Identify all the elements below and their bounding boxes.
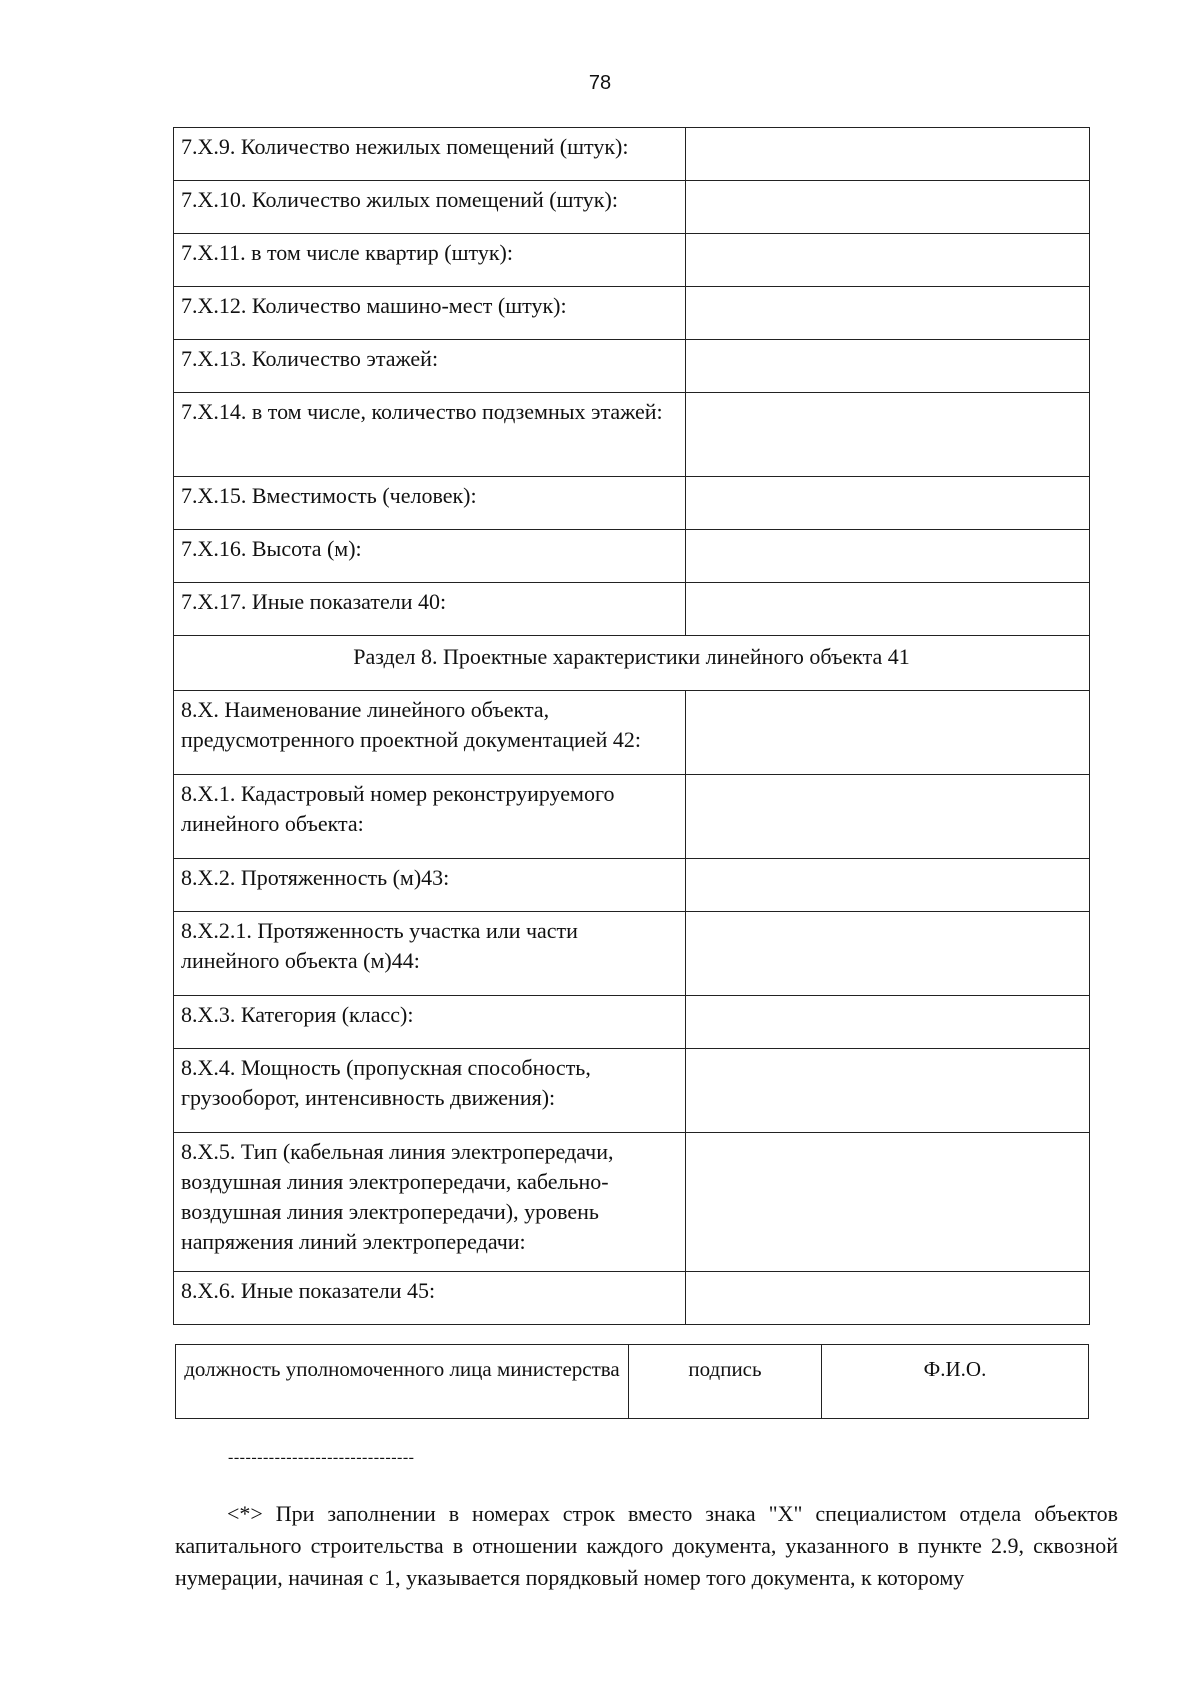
- table-row: [174, 691, 1090, 775]
- row-label: 7.Х.13. Количество этажей:: [174, 340, 686, 393]
- row-label: 8.Х. Наименование линейного объекта, предусмотренного проектной документацией 42:: [174, 691, 686, 775]
- row-value-field[interactable]: [686, 996, 1090, 1049]
- table-row: [174, 1049, 1090, 1133]
- row-value-field[interactable]: [686, 287, 1090, 340]
- row-label: 8.Х.5. Тип (кабельная линия электропередачи, воздушная линия электропередачи, кабельно-воздушная линия электропередачи), уровень напряжения линий электропередачи:: [174, 1133, 686, 1272]
- page-number: 78: [588, 72, 612, 94]
- row-value-field[interactable]: [686, 1049, 1090, 1133]
- table-row: [174, 287, 1090, 340]
- table-row: [174, 859, 1090, 912]
- table-row: [174, 583, 1090, 636]
- table-row: [174, 393, 1090, 477]
- section-8-title: Раздел 8. Проектные характеристики линейного объекта 41: [174, 636, 1090, 691]
- row-value-field[interactable]: [686, 393, 1090, 477]
- table-row: [174, 1133, 1090, 1272]
- row-label: 7.Х.17. Иные показатели 40:: [174, 583, 686, 636]
- row-value-field[interactable]: [686, 775, 1090, 859]
- footnote-separator: --------------------------------: [228, 1449, 415, 1466]
- row-label: 7.Х.9. Количество нежилых помещений (штук):: [174, 128, 686, 181]
- footnote-text: <*> При заполнении в номерах строк вместо знака "Х" специалистом отдела объектов капитального строительства в отношении каждого документа, указанного в пункте 2.9, сквозной нумерации, начиная с 1, указывается порядковый номер того документа, к которому: [175, 1501, 1118, 1590]
- row-label: 7.Х.14. в том числе, количество подземных этажей:: [174, 393, 686, 477]
- row-value-field[interactable]: [686, 128, 1090, 181]
- row-value-field[interactable]: [686, 1272, 1090, 1325]
- table-row: [174, 234, 1090, 287]
- row-label: 7.Х.10. Количество жилых помещений (штук):: [174, 181, 686, 234]
- table-row: [174, 912, 1090, 996]
- row-value-field[interactable]: [686, 234, 1090, 287]
- signature-row: [176, 1345, 1089, 1419]
- row-value-field[interactable]: [686, 530, 1090, 583]
- row-label: 8.Х.3. Категория (класс):: [174, 996, 686, 1049]
- table-row: [174, 775, 1090, 859]
- table-row: [174, 128, 1090, 181]
- table-row: [174, 1272, 1090, 1325]
- table-row: [174, 181, 1090, 234]
- row-label: 8.Х.4. Мощность (пропускная способность, грузооборот, интенсивность движения):: [174, 1049, 686, 1133]
- row-label: 7.Х.11. в том числе квартир (штук):: [174, 234, 686, 287]
- row-label: 7.Х.12. Количество машино-мест (штук):: [174, 287, 686, 340]
- row-label: 8.Х.2.1. Протяженность участка или части линейного объекта (м)44:: [174, 912, 686, 996]
- row-label: 7.Х.16. Высота (м):: [174, 530, 686, 583]
- full-name-label: Ф.И.О.: [822, 1345, 1089, 1419]
- row-value-field[interactable]: [686, 859, 1090, 912]
- row-label: 8.Х.1. Кадастровый номер реконструируемого линейного объекта:: [174, 775, 686, 859]
- row-value-field[interactable]: [686, 583, 1090, 636]
- row-label: 7.Х.15. Вместимость (человек):: [174, 477, 686, 530]
- signature-label: подпись: [629, 1345, 822, 1419]
- row-value-field[interactable]: [686, 181, 1090, 234]
- row-label: 8.Х.2. Протяженность (м)43:: [174, 859, 686, 912]
- row-value-field[interactable]: [686, 340, 1090, 393]
- signature-table: [175, 1344, 1089, 1419]
- row-value-field[interactable]: [686, 477, 1090, 530]
- position-label: должность уполномоченного лица министерства: [176, 1345, 629, 1419]
- row-value-field[interactable]: [686, 1133, 1090, 1272]
- table-row: [174, 530, 1090, 583]
- row-value-field[interactable]: [686, 912, 1090, 996]
- table-row: [174, 340, 1090, 393]
- table-row: [174, 996, 1090, 1049]
- row-label: 8.Х.6. Иные показатели 45:: [174, 1272, 686, 1325]
- row-value-field[interactable]: [686, 691, 1090, 775]
- section-header-row: [174, 636, 1090, 691]
- characteristics-table: [173, 127, 1090, 1325]
- table-row: [174, 477, 1090, 530]
